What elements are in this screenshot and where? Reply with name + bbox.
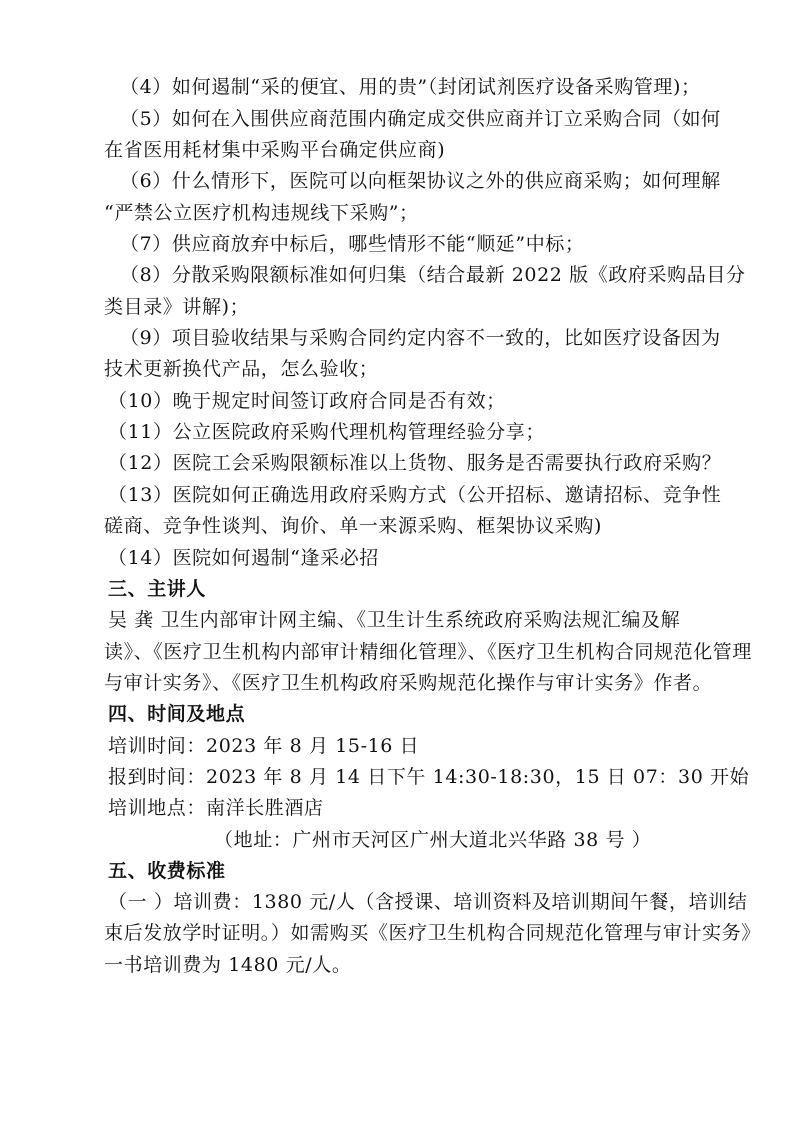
question-9-continuation: 技术更新换代产品，怎么验收； [104, 358, 379, 380]
section-heading-speaker: 三、主讲人 [108, 578, 207, 600]
question-4-line: （4）如何遏制“采的便宜、用的贵”（封闭试剂医疗设备采购管理)； [120, 76, 701, 98]
training-location: 培训地点：南洋长胜酒店 [108, 797, 324, 819]
fee-line-3: 一书培训费为 1480 元/人。 [104, 954, 352, 976]
section-heading-fees: 五、收费标准 [108, 860, 226, 882]
question-5-line: （5）如何在入围供应商范围内确定成交供应商并订立采购合同（如何 [120, 108, 721, 130]
section-heading-time-place: 四、时间及地点 [108, 703, 246, 725]
checkin-time: 报到时间：2023 年 8 月 14 日下午 14:30-18:30，15 日 07：30 开始 [108, 766, 750, 788]
question-8-line: （8）分散采购限额标准如何归集（结合最新 2022 版《政府采购品目分 [120, 264, 746, 286]
fee-line-2: 束后发放学时证明。）如需购买《医疗卫生机构合同规范化管理与审计实务》 [104, 922, 761, 944]
speaker-bio-line-3: 与审计实务》、《医疗卫生机构政府采购规范化操作与审计实务》作者。 [104, 672, 713, 694]
question-10-line: （10）晚于规定时间签订政府合同是否有效； [108, 390, 506, 412]
question-5-continuation: 在省医用耗材集中采购平台确定供应商) [104, 139, 446, 161]
question-13-continuation: 磋商、竞争性谈判、询价、单一来源采购、框架协议采购) [104, 515, 603, 537]
question-14-line: （14）医院如何遏制“逢采必招 [108, 547, 379, 569]
question-11-line: （11）公立医院政府采购代理机构管理经验分享； [108, 421, 545, 443]
venue-address: （地址：广州市天河区广州大道北兴华路 38 号 ） [214, 829, 652, 851]
question-6-line: （6）什么情形下，医院可以向框架协议之外的供应商采购；如何理解 [120, 170, 721, 192]
question-13-line: （13）医院如何正确选用政府采购方式（公开招标、邀请招标、竞争性 [108, 484, 722, 506]
question-6-continuation: “严禁公立医疗机构违规线下采购”； [104, 202, 419, 224]
training-time: 培训时间：2023 年 8 月 15-16 日 [108, 735, 420, 757]
question-9-line: （9）项目验收结果与采购合同约定内容不一致的，比如医疗设备因为 [120, 327, 721, 349]
speaker-bio-line-1: 吴 龚 卫生内部审计网主编、《卫生计生系统政府采购法规汇编及解 [108, 609, 681, 631]
question-8-continuation: 类目录》讲解)； [104, 296, 250, 318]
question-12-line: （12）医院工会采购限额标准以上货物、服务是否需要执行政府采购？ [108, 452, 722, 474]
question-7-line: （7）供应商放弃中标后，哪些情形不能“顺延”中标； [120, 233, 585, 255]
speaker-bio-line-2: 读》、《医疗卫生机构内部审计精细化管理》、《医疗卫生机构合同规范化管理 [104, 641, 753, 663]
fee-line-1: （一 ）培训费：1380 元/人（含授课、培训资料及培训期间午餐，培训结 [108, 891, 748, 913]
